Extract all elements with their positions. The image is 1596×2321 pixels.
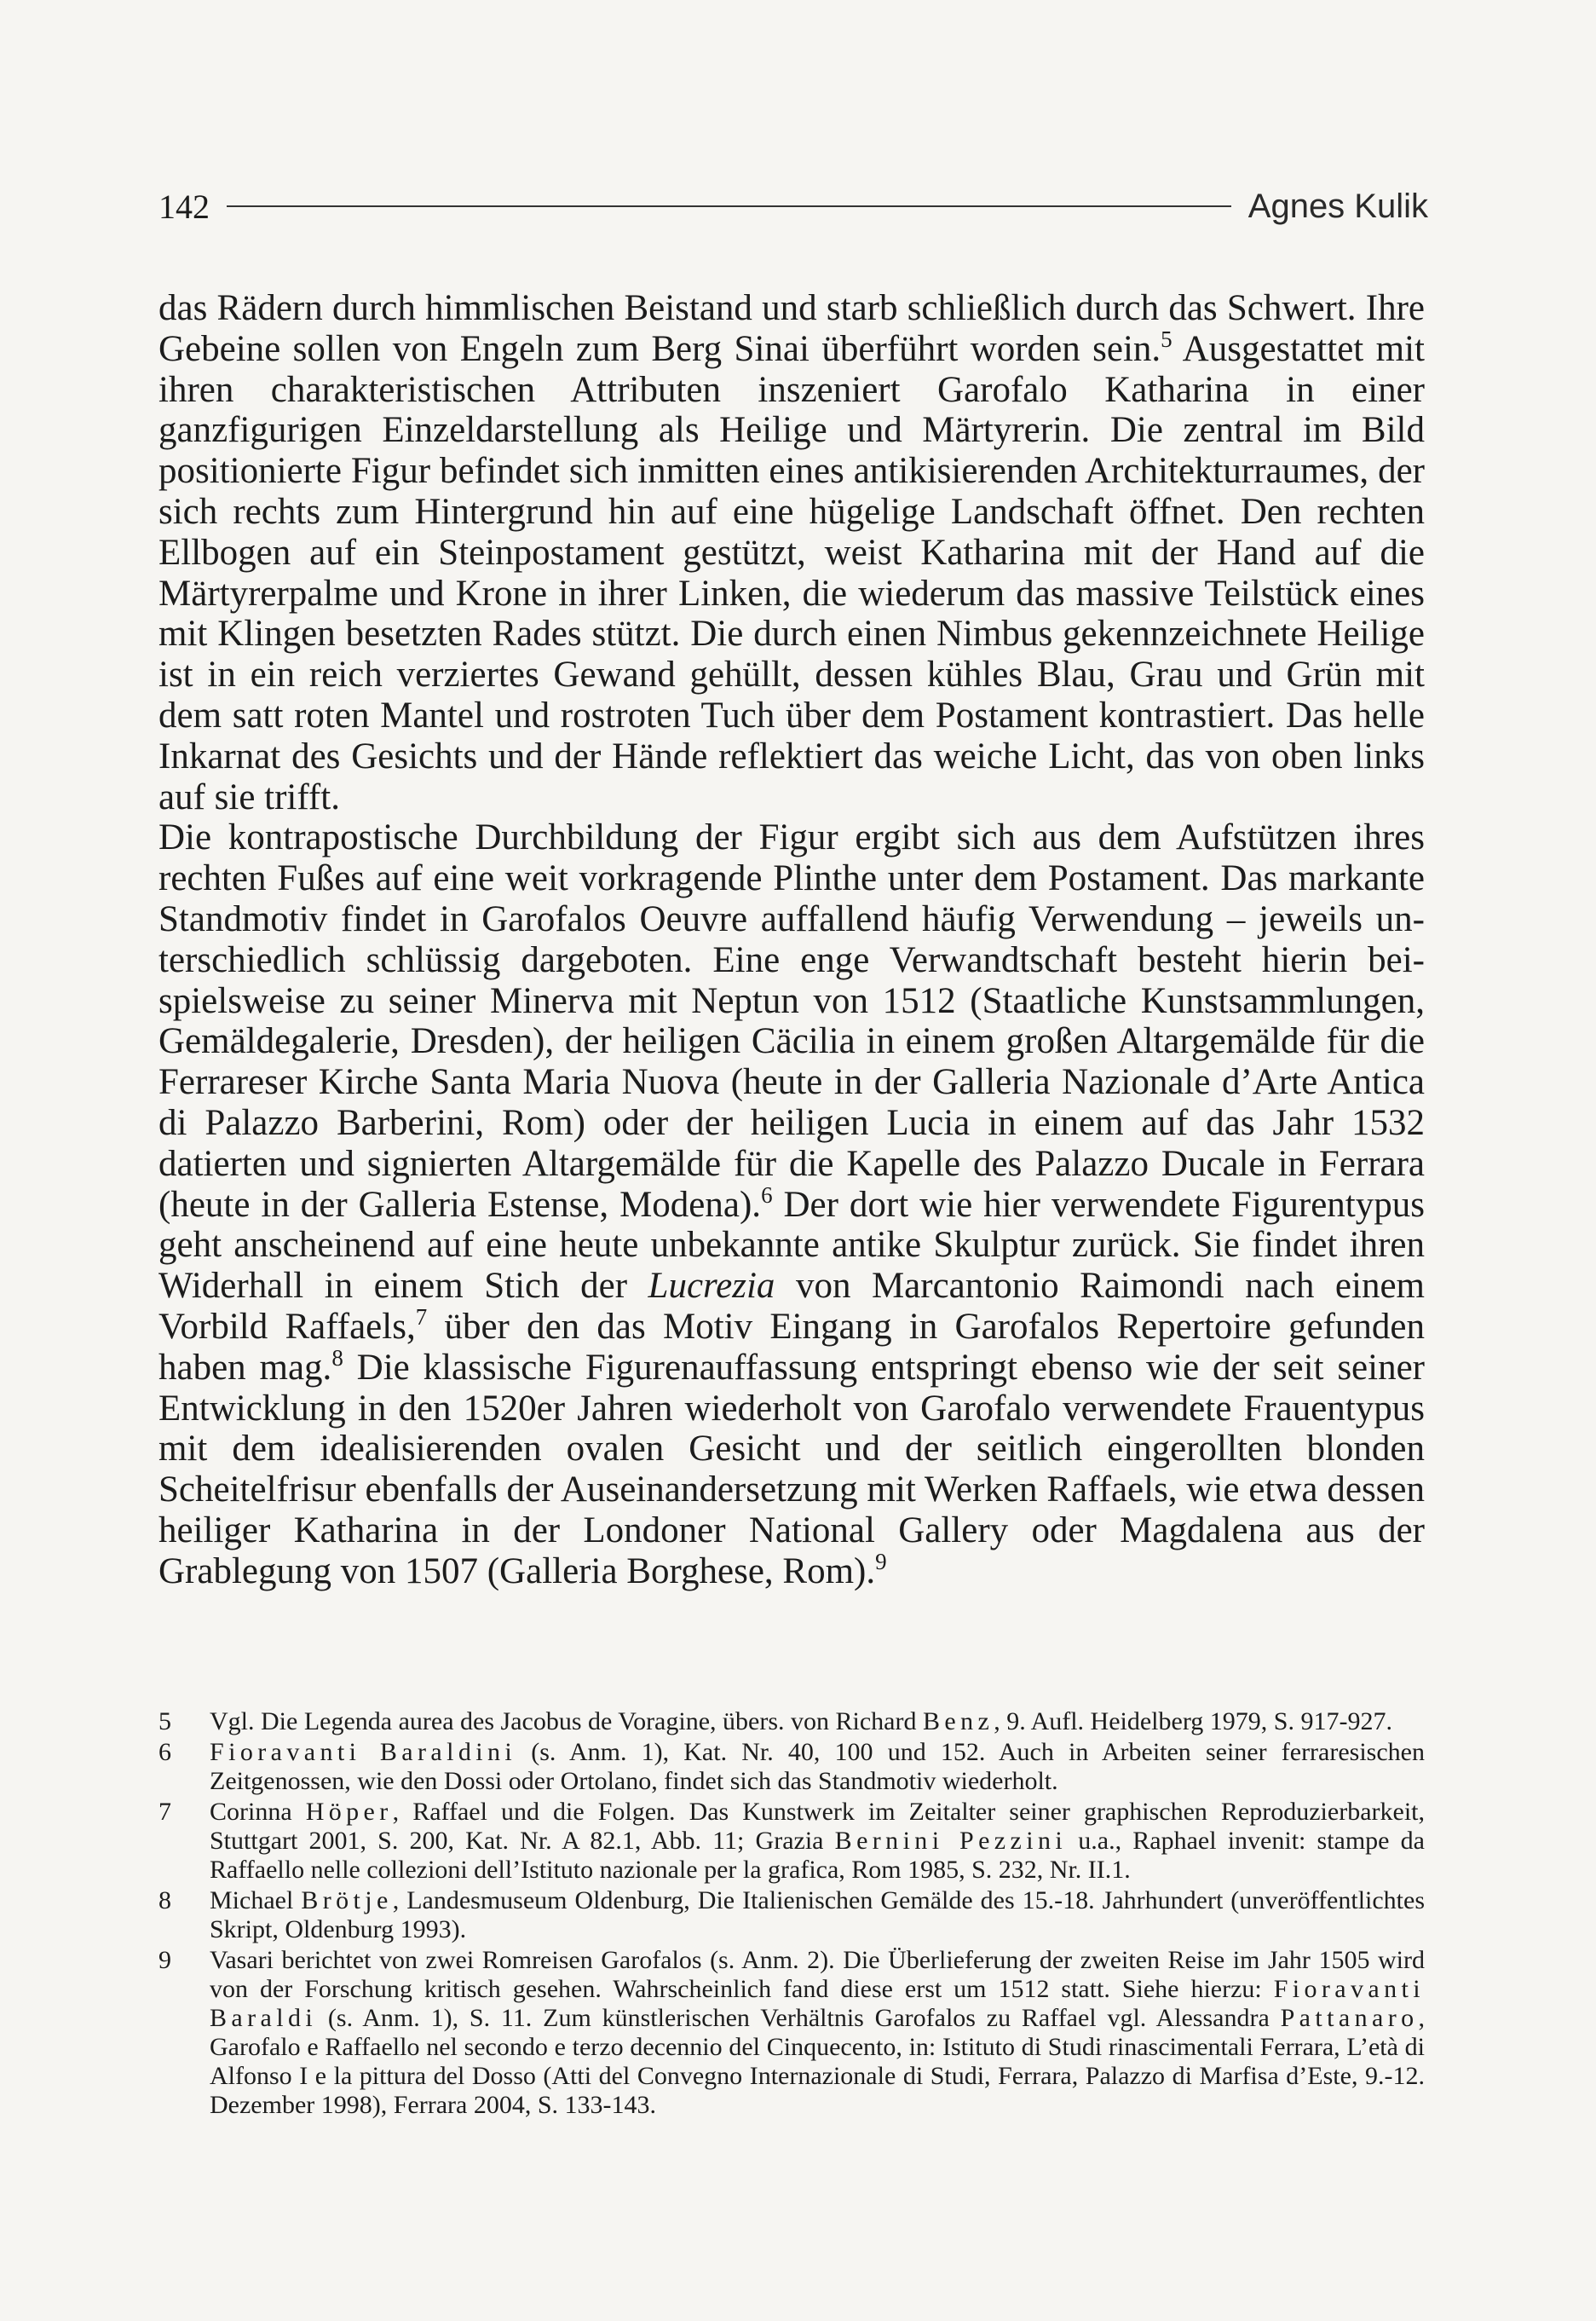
header-rule	[227, 205, 1231, 207]
running-header	[158, 181, 1428, 232]
paragraph: das Rädern durch himmlischen Beistand und starb schließlich durch das Schwert. Ihre Gebeine sollen von Engeln zum Berg Sinai überführt worden sein.$^5$ Ausgestattet mit ihren charakteristischen Attributen inszeniert Garofalo Katharina in einer ganzfigurigen Einzeldarstellung als Heilige und Märtyrerin. Die zentral im Bild positionierte Figur befindet sich inmitten eines antikisierenden Architekturraumes, der sich rechts zum Hintergrund hin auf eine hügelige Landschaft öffnet. Den rechten Ellbogen auf ein Steinpostament gestützt, weist Katharina mit der Hand auf die Märtyrerpalme und Krone in ihrer Linken, die wiederum das massive Teilstück eines mit Klingen besetzten Rades stützt. Die durch einen Nimbus gekennzeichnete Heilige ist in ein reich verziertes Gewand gehüllt, dessen kühles Blau, Grau und Grün mit dem satt roten Mantel und rostroten Tuch über dem Postament kontrastiert. Das helle Inkarnat des Gesichts und der Hände reflektiert das weiche Licht, das von oben links auf sie trifft.	[158, 288, 1425, 817]
footnote-ref[interactable]: 6	[761, 1181, 773, 1208]
footnote-ref[interactable]: 8	[331, 1344, 343, 1371]
artwork-title: Lucrezia	[648, 1266, 775, 1307]
footnote-text: Corinna Höper, Raffael und die Folgen. Das Kunstwerk im Zeitalter seiner graphischen Reproduzierbarkeit, Stuttgart 2001, S. 200, Kat. Nr. A 82.1, Abb. 11; Grazia Bernini Pezzini u.a., Raphael invenit: stampe da Raffaello nelle collezioni dell’Istituto nazionale per la grafica, Rom 1985, S. 232, Nr. II.1.	[210, 1798, 1425, 1884]
footnote-8	[158, 1886, 1425, 1944]
footnote-5	[158, 1707, 1425, 1736]
footnote-text: Vasari berichtet von zwei Romreisen Garofalos (s. Anm. 2). Die Überlieferung der zweiten Reise im Jahr 1505 wird von der Forschung kritisch gesehen. Wahrscheinlich fand diese erst um 1512 statt. Siehe hierzu: Fioravanti Baraldi (s. Anm. 1), S. 11. Zum künstlerischen Verhältnis Garofalos zu Raffael vgl. Alessandra Pattanaro, Garofalo e Raffaello nel secondo e terzo decennio del Cinquecento, in: Istituto di Studi rinascimentali Ferrara, L’età di Alfonso I e la pittura del Dosso (Atti del Convegno Internazionale di Studi, Ferrara, Palazzo di Marfisa d’Este, 9.-12. Dezember 1998), Ferrara 2004, S. 133-143.	[210, 1946, 1425, 2119]
page-number: 142	[158, 187, 210, 226]
main-text	[158, 288, 1425, 1592]
footnote-ref[interactable]: 9	[875, 1548, 887, 1574]
paragraph: Die kontrapostische Durchbildung der Figur ergibt sich aus dem Aufstützen ihres rechten Fußes auf eine weit vorkragende Plinthe unter dem Postament. Das markante Standmotiv findet in Garofalos Oeuvre auffallend häufig Verwendung – jeweils unterschiedlich schlüssig dargeboten. Eine enge Verwandtschaft besteht hierin beispielsweise zu seiner Minerva mit Neptun von 1512 (Staatliche Kunstsammlungen, Gemäldegalerie, Dresden), der heiligen Cäcilia in einem großen Altargemälde für die Ferrareser Kirche Santa Maria Nuova (heute in der Galleria Nazionale d’Arte Antica di Palazzo Barberini, Rom) oder der heiligen Lucia in einem auf das Jahr 1532 datierten und signierten Altargemälde für die Kapelle des Palazzo Ducale in Ferrara (heute in der Galleria Estense, Modena).$^6$ Der dort wie hier verwendete Figurentypus geht anscheinend auf eine heute unbekannte antike Skulptur zurück. Sie findet ihren Widerhall in einem Stich der Lucrezia von Marcantonio Raimondi nach einem Vorbild Raffaels,$^7$ über den das Motiv Eingang in Garofalos Repertoire gefunden haben mag.$^8$ Die klassische Figurenauffassung entspringt ebenso wie der seit seiner Entwicklung in den 1520er Jahren wiederholt von Garofalo verwendete Frauentypus mit dem idealisierenden ovalen Gesicht und der seitlich eingerollten blonden Scheitelfrisur ebenfalls der Auseinandersetzung mit Werken Raffaels, wie etwa dessen heiliger Katharina in der Londoner National Gallery oder Magdalena aus der Grablegung von 1507 (Galleria Borghese, Rom).$^9$	[158, 817, 1426, 1591]
footnote-number: 8	[158, 1886, 171, 1914]
footnotes	[158, 1707, 1425, 2122]
footnote-6	[158, 1738, 1425, 1796]
footnote-text: Vgl. Die Legenda aurea des Jacobus de Voragine, übers. von Richard Benz, 9. Aufl. Heidelberg 1979, S. 917-927.	[210, 1707, 1392, 1735]
footnote-7	[158, 1798, 1425, 1885]
footnote-9	[158, 1946, 1425, 2120]
footnote-text: Michael Brötje, Landesmuseum Oldenburg, Die Italienischen Gemälde des 15.-18. Jahrhundert (unveröffentlichtes Skript, Oldenburg 1993).	[210, 1886, 1426, 1943]
footnote-ref[interactable]: 5	[1161, 326, 1173, 352]
footnote-number: 6	[158, 1738, 171, 1766]
footnote-number: 9	[158, 1946, 171, 1974]
running-head-author: Agnes Kulik	[1247, 187, 1428, 225]
footnote-number: 7	[158, 1798, 171, 1826]
footnote-number: 5	[158, 1707, 171, 1735]
footnote-ref[interactable]: 7	[415, 1303, 428, 1330]
footnote-text: Fioravanti Baraldini (s. Anm. 1), Kat. Nr. 40, 100 und 152. Auch in Arbeiten seiner ferraresischen Zeitgenossen, wie den Dossi oder Ortolano, findet sich das Standmotiv wiederholt.	[210, 1738, 1425, 1795]
